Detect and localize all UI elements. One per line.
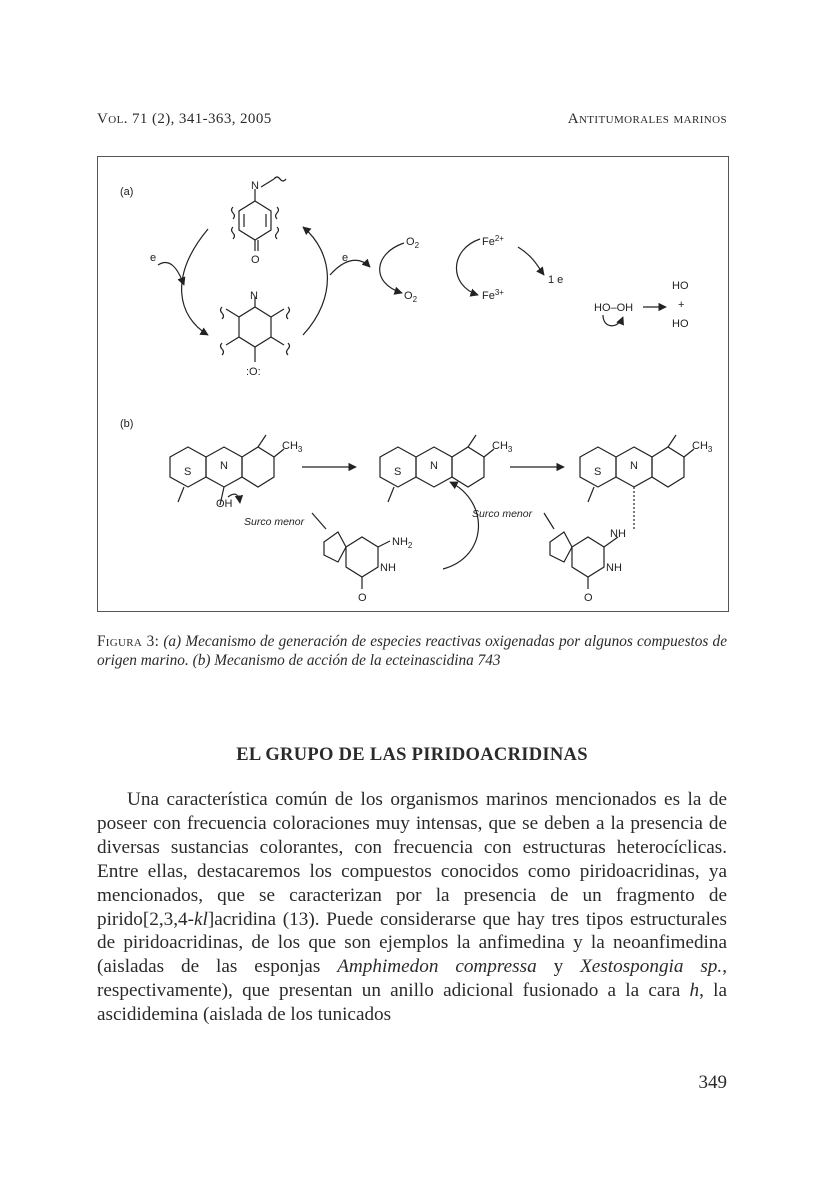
methyl-3: $CH_3$ bbox=[692, 440, 713, 454]
sulfur-1: S bbox=[184, 466, 192, 478]
hydroxide-label: HO bbox=[672, 318, 689, 330]
methyl-2: $CH_3$ bbox=[492, 440, 513, 454]
peroxide-label: HO–OH bbox=[594, 302, 634, 314]
figure-3 bbox=[97, 156, 729, 612]
plus-sign: + bbox=[678, 299, 685, 311]
caption-label: Figura 3: bbox=[97, 633, 160, 650]
hydroxyl-label: OH bbox=[216, 498, 233, 510]
figure-3-diagram bbox=[98, 157, 728, 611]
phenoxide-o: :O: bbox=[246, 366, 261, 378]
fe2-label: $Fe^{2+}$ bbox=[482, 234, 504, 248]
nh-link-label: NH bbox=[610, 528, 626, 540]
panel-b-label: (b) bbox=[120, 418, 134, 430]
sulfur-2: S bbox=[394, 466, 402, 478]
section-title: EL GRUPO DE LAS PIRIDOACRIDINAS bbox=[236, 745, 588, 765]
radical-n: N bbox=[250, 290, 258, 302]
nitrogen-2: N bbox=[430, 460, 438, 472]
electron-left: e bbox=[150, 252, 157, 264]
methyl-1: $CH_3$ bbox=[282, 440, 303, 454]
page-number: 349 bbox=[698, 1072, 727, 1093]
running-head-left: Vol. 71 (2), 341-363, 2005 bbox=[97, 111, 272, 127]
surco-menor-1: Surco menor bbox=[244, 516, 305, 528]
carbonyl-o-1: O bbox=[358, 592, 367, 604]
nitrogen-1: N bbox=[220, 460, 228, 472]
nh-label-1: NH bbox=[380, 562, 396, 574]
quinone-o: O bbox=[251, 254, 260, 266]
carbonyl-o-2: O bbox=[584, 592, 593, 604]
guanine-1 bbox=[312, 513, 390, 589]
quinone-n: N bbox=[251, 180, 259, 192]
electron-right: e bbox=[342, 252, 349, 264]
nh-label-2: NH bbox=[606, 562, 622, 574]
running-head-right: Antitumorales marinos bbox=[567, 111, 727, 127]
paragraph-1: Una característica común de los organismos marinos mencionados es la de poseer con frecuencia coloraciones muy intensas, que se deben a la presencia de diversas sustancias colorantes, con frecuencia con estructuras heterocíclicas. Entre ellas, destacaremos los compuestos conocidos como piridoacridinas, ya mencionados, que se caracterizan por la presencia de un fragmento de pirido[2,3,4-kl]acridina (13). Puede considerarse que hay tres tipos estructurales de piridoacridinas, de los que son ejemplos la anfimedina y la neoanfimedina (aisladas de las esponjas Amphimedon compressa y Xestospongia sp., respectivamente), que presentan un anillo adicional fusionado a la cara h, la ascididemina (aislada de los tunicados bbox=[97, 789, 727, 1026]
nitrogen-3: N bbox=[630, 460, 638, 472]
guanine-2 bbox=[544, 513, 618, 589]
figure-caption bbox=[97, 632, 727, 670]
reduced-ring bbox=[221, 297, 290, 362]
ecteinascidin-2 bbox=[380, 435, 494, 569]
fe3-label: $Fe^{3+}$ bbox=[482, 288, 504, 302]
one-electron-label: 1 e bbox=[548, 274, 564, 286]
oxygen-label: $O_2$ bbox=[406, 236, 420, 250]
ecteinascidin-3 bbox=[580, 435, 694, 529]
superoxide-label: $O_2$ bbox=[404, 290, 418, 304]
panel-a-label: (a) bbox=[120, 186, 134, 198]
sulfur-3: S bbox=[594, 466, 602, 478]
surco-menor-2: Surco menor bbox=[472, 508, 533, 520]
body-text bbox=[97, 788, 727, 1027]
amino-label: $NH_2$ bbox=[392, 536, 413, 550]
caption-text: (a) Mecanismo de generación de especies reactivas oxigenadas por algunos compuestos de origen marino. (b) Mecanismo de acción de la ecteinascidina 743 bbox=[97, 633, 727, 669]
hydroxyl-radical-label: HO bbox=[672, 280, 689, 292]
